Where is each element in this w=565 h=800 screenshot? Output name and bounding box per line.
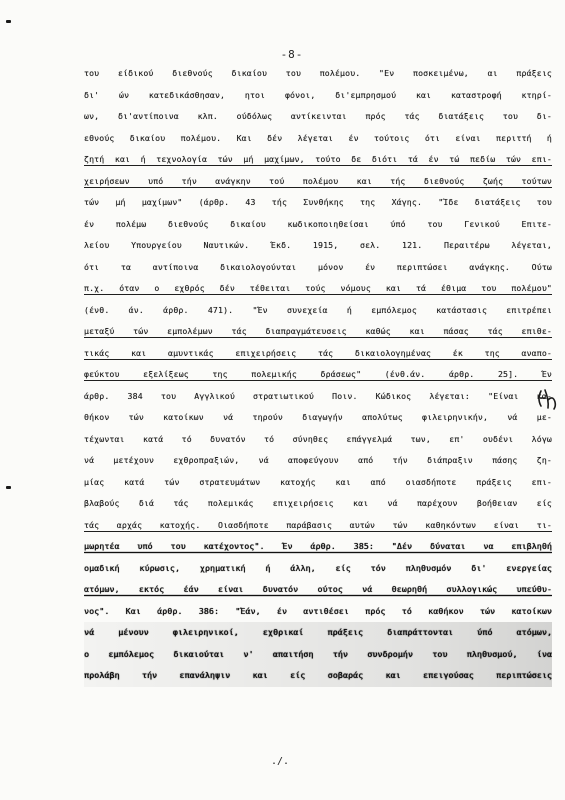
- text-line: τέχωνται κατά τό δυνατόν τό σύνηθες επάγγελμά των, επ' ουδένι λόγω: [84, 433, 552, 444]
- text-line: μίας κατά τών στρατευμάτων κατοχής και από οιασδήποτε πράξεις επι-: [84, 476, 552, 487]
- text-line: χειρήσεων υπό τήν ανάγκην τού πολέμου και τής διεθνούς ζωής τούτων: [84, 175, 552, 186]
- text-line: ων, δι'αντίποινα κλπ. ούδόλως αντίκεινται πρός τάς διατάξεις του δι-: [84, 111, 552, 121]
- text-line: τών μή μαχίμων" (άρθρ. 43 τής Συνθήκης της Χάγης. "Ίδε διατάξεις του: [84, 197, 552, 207]
- text-line: εθνούς δικαίου πολέμου. Και δέν λέγεται έν τούτοις ότι είναι περιττή ή: [84, 132, 552, 143]
- text-line: έν πολέμω διεθνούς δικαίου κωδικοποιηθείσαι ύπό του Γενικού Επιτε-: [84, 218, 552, 229]
- text-line: λείου Υπουργείου Ναυτικών. Έκδ. 1915, σελ. 121. Περαιτέρω λέγεται,: [84, 240, 552, 250]
- page-number: -8-: [280, 48, 304, 61]
- text-line: δι' ών κατεδικάσθησαν, ητοι φόνοι, δι'εμπρησμού και καταστροφή κτηρί-: [84, 89, 552, 100]
- text-line: άρθρ. 384 του Αγγλικού στρατιωτικού Ποιν. Κώδικος λέγεται: "Είναι κα-: [84, 390, 552, 401]
- text-line: ατόμων, εκτός έάν είναι δυνατόν ούτος νά θεωρηθή συλλογικώς υπεύθυ-: [84, 584, 552, 594]
- text-line: ζητή και ή τεχνολογία τών μή μαχίμων, τούτο δε διότι τά έν τώ πεδίω τών επι-: [84, 154, 552, 164]
- handwritten-annotation-mark: [536, 386, 558, 412]
- text-line: π.χ. όταν ο εχθρός δέν τέθειται τούς νόμους και τά έθιμα του πολέμου": [84, 283, 552, 293]
- page-end-mark: ./.: [270, 756, 290, 767]
- text-line: βλαβούς διά τάς πολεμικάς επιχειρήσεις και νά παρέχουν βοήθειαν είς: [84, 498, 552, 508]
- text-line: τάς αρχάς κατοχής. Οιασδήποτε παράβασις αυτών τών καθηκόντων είναι τι-: [84, 519, 552, 530]
- text-line: νά μετέχουν εχθροπραξιών, νά αποφεύγουν από τήν διάπραξιν πάσης ζη-: [84, 455, 552, 465]
- punch-hole-mark: [6, 486, 11, 489]
- text-line: τικάς και αμυντικάς επιχειρήσεις τάς δικαιολογημένας έκ της αναπο-: [84, 347, 552, 358]
- text-line: θήκον τών κατοίκων νά τηρούν διαγωγήν απολύτως φιλειρηνικήν, νά με-: [84, 412, 552, 422]
- text-line: του είδικού διεθνούς δικαίου του πολέμου. "Εν ποσκειμένω, αι πράξεις: [84, 68, 552, 78]
- punch-hole-mark: [6, 20, 11, 23]
- text-line: φεύκτου εξελίξεως της πολεμικής δράσεως" (ένθ.άν. άρθρ. 25]. Έν: [84, 369, 552, 379]
- text-line: μωρητέα υπό του κατέχοντος". Έν άρθρ. 385: "Δέν δύναται να επιβληθή: [84, 541, 552, 551]
- text-line: μεταξύ τών εμπολέμων τάς διαπραγμάτευσεις καθώς και πάσας τάς επιθε-: [84, 326, 552, 336]
- text-line: νά μένουν φιλειρηνικοί, εχθρικαί πράξεις διαπράττονται ύπό ατόμων,: [84, 622, 552, 644]
- text-line: ότι τα αντίποινα δικαιολογούνται μόνον έν περιπτώσει ανάγκης. Ούτω: [84, 261, 552, 272]
- text-line: ο εμπόλεμος δικαιούται ν' απαιτήση τήν συνδρομήν του πληθυσμού, ίνα: [84, 644, 552, 666]
- text-line: νος". Και άρθρ. 386: "Έάν, έν αντιθέσει πρός τό καθήκον τών κατοίκων: [84, 605, 552, 616]
- typed-body-text: [84, 63, 552, 687]
- text-line: προλάβη τήν επανάληψιν και είς σοβαράς και επειγούσας περιπτώσεις: [84, 665, 552, 687]
- text-line: (ένθ. άν. άρθρ. 471). "Έν συνεχεία ή εμπόλεμος κατάστασις επιτρέπει: [84, 304, 552, 315]
- text-line: ομαδική κύρωσις, χρηματική ή άλλη, είς τόν πληθυσμόν δι' ενεργείας: [84, 562, 552, 573]
